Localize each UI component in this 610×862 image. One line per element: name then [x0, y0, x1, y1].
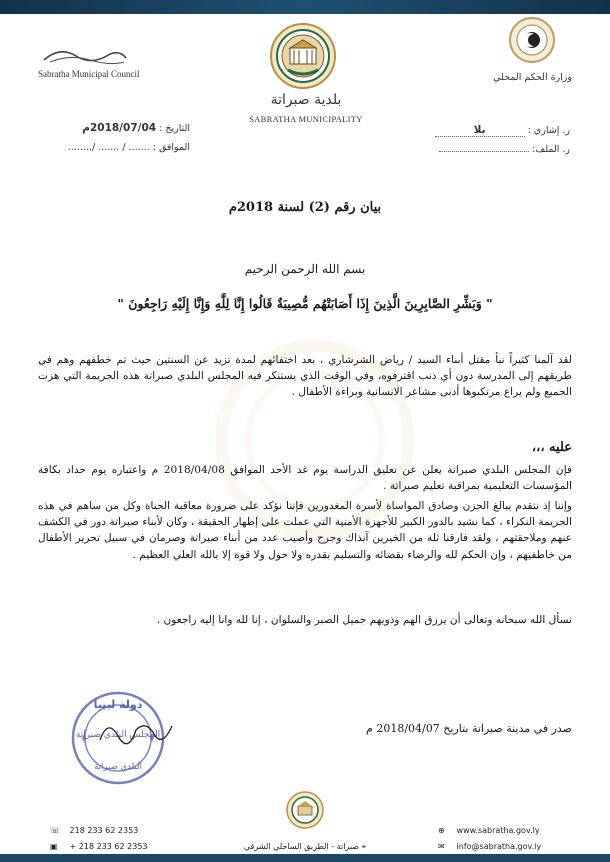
municipality-emblem — [268, 22, 338, 90]
municipality-name-ar: بلدية صبراتة — [270, 92, 342, 108]
ref-label: ر. إشاري : — [527, 125, 570, 136]
hijri-field — [40, 142, 190, 153]
email-row — [438, 842, 541, 851]
phone-row-2 — [50, 842, 148, 851]
address: صبراتة - الطريق الساحلي الشرقي — [243, 842, 360, 851]
paragraph-3: وإننا إذ نتقدم ببالغ الحزن وصادق المواساة لأسرة المغدورين فإننا نؤكد على ضرورة معاقبة الجناة وكل من ساهم في هذه الجريمة النكراء ، كما نشيد بالدور الكبير للأجهزة الأمنية التي عملت على إظهار الحقيقة ، وكان لأبناء صبراتة دور في الكشف عنهم وملاحقتهم ، ولقد فارقنا ثلة من الخيرين آنذاك وجرح وأصيب عدد من أبناء صبراتة وصرمان في سبيل تحرير الأطفال من خاطفيهم ، وإن الحكم لله والرضاء بقضائه والتسليم بقدره ولا حول ولا قوة إلا بالله العلي العظيم . — [38, 500, 572, 561]
phone-icon: ☏ — [50, 826, 61, 835]
stamp-middle-text: المجلس البلدي صبراتة — [75, 730, 161, 740]
address-row — [220, 842, 390, 852]
ref-value: بلا — [435, 124, 525, 137]
ref-field — [420, 124, 570, 137]
phone-2: + 218 233 62 2353 — [69, 842, 148, 851]
ministry-seal — [508, 16, 556, 64]
stamp-bottom-text: البلدي صبراتة — [94, 762, 142, 772]
file-field — [420, 144, 570, 155]
print-icon: ▣ — [50, 842, 58, 851]
phone-1: 218 233 62 2353 — [69, 826, 139, 835]
quran-verse: " وَبَشِّرِ الصَّابِرِينَ الَّذِينَ إِذَا أَصَابَتْهُم مُّصِيبَةٌ قَالُوا إِنَّا لِلَّهِ وَإِنَّا إِلَيْهِ رَاجِعُونَ " — [117, 296, 493, 311]
paragraph-1: لقد آلمنا كثيراً نبأ مقتل أبناء السيد / رياض الشرشاري ، بعد اختفائهم لمدة تزيد عن السنتين حيث تم خطفهم وهم في طريقهم إلى المدرسة دون أي ذنب اقترفوه، وفي الوقت الذي يستنكر فيه المجلس البلدي صبراتة هذه الجريمة التي هزت الجميع ولم يراع مرتكبوها أدنى مشاعر الانسانية وبراءة الأطفال . — [38, 354, 572, 399]
bottom-banner — [0, 854, 610, 862]
issued-line: صدر في مدينة صبراتة بتاريخ 2018/04/07 م — [366, 722, 572, 735]
hijri-label: الموافق : — [152, 142, 190, 153]
municipality-name-en: SABRATHA MUNICIPALITY — [249, 114, 363, 124]
hijri-value: ....... / ....... /........ — [67, 142, 150, 153]
footer-emblem — [285, 790, 325, 830]
file-label: ر. الملف: — [532, 144, 570, 155]
globe-icon: ⊕ — [438, 826, 445, 835]
ministry-name: وزارة الحكم المحلي — [493, 72, 572, 83]
website-row — [438, 826, 540, 835]
location-icon: ⌖ — [361, 842, 367, 851]
statement-title: بيان رقم (2) لسنة 2018م — [228, 200, 382, 215]
paragraph-2: فإن المجلس البلدي صبراتة يعلن عن تعليق الدراسة يوم غد الأحد الموافق 2018/04/08 م واعتباره يوم حداد بكافة المؤسسات التعليمية بمراقبة تعليم صبراتة . — [38, 464, 572, 493]
top-banner — [0, 0, 610, 14]
date-label: التاريخ : — [159, 123, 190, 134]
signature — [96, 712, 176, 752]
basmala: بسم الله الرحمن الرحيم — [244, 262, 366, 276]
date-field — [40, 122, 190, 134]
website-link[interactable]: www.sabratha.gov.ly — [456, 826, 540, 835]
email-link[interactable]: info@sabratha.gov.ly — [456, 842, 542, 851]
council-name-en: Sabratha Municipal Council — [38, 69, 140, 79]
stamp-top-text: دولة ليبيا — [93, 698, 143, 711]
paragraph-4: نسأل الله سبحانه وتعالى أن يرزق الهم وذويهم جميل الصبر والسلوان ، إنا لله وانا إليه راجعون . — [156, 614, 572, 626]
date-value: 2018/07/04م — [82, 122, 157, 134]
alayh-heading: عليه ،،، — [531, 440, 572, 455]
phone-row-1 — [50, 826, 138, 835]
mail-icon: ✉ — [438, 842, 445, 851]
